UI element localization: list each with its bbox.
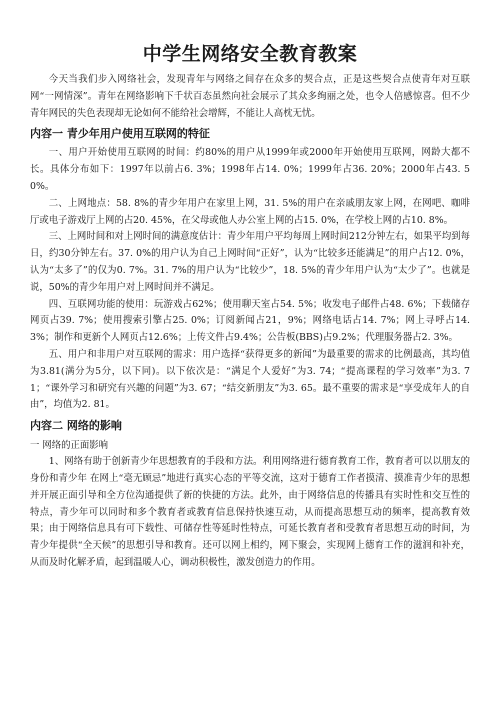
section1-paragraph-5: 五、用户和非用户对互联网的需求：用户选择“获得更多的新闻”为最重要的需求的比例最高，其均值为3.81(满分为5分，以下同)。以下依次是：“满足个人爱好”为3. 74；“提高课程的学习效率”为3. 71；“课外学习和研究有兴趣的问题”为3. 67；“结交新朋友”为3. 65。最不重要的需求是“享受成年人的自由”，均值为2. 81。	[30, 348, 470, 411]
document-title: 中学生网络安全教育教案	[142, 43, 358, 65]
subsection-heading: 一 网络的正面影响	[30, 440, 108, 452]
section-heading-2: 内容二 网络的影响	[30, 419, 122, 433]
section2-paragraph-1: 1、网络有助于创新青少年思想教育的手段和方法。利用网络进行德育教育工作，教育者可以以朋友的身份和青少年 在网上“毫无顾忌”地进行真实心态的平等交流，这对于德育工作者摸清、摸准青少年的思想并开展正面引导和全方位沟通提供了新的快捷的方法。此外，由于网络信息的传播具有实时性和交互性的特点，青少年可以同时和多个教育者或教育信息保持快速互动，从而提高思想互动的频率，提高教育效果；由于网络信息具有可下载性、可储存性等延时性特点，可延长教育者和受教育者思想互动的时间，为青少年提供“全天候”的思想引导和教育。还可以网上相约，网下聚会，实现网上德育工作的滋润和补充，从而及时化解矛盾，起到温暖人心，调动积极性，激发创造力的作用。	[30, 456, 470, 568]
section1-paragraph-3: 三、上网时间和对上网时间的满意度估计：青少年用户平均每周上网时间212分钟左右，如果平均到每日，约30分钟左右。37. 0%的用户认为自己上网时间“正好”，认为“比较多还能满足”的用户占12. 0%，认为“太多了”的仅为0. 7%。31. 7%的用户认为“比较少”，18. 5%的青少年用户认为“太少了”。也就是说，50%的青少年用户对上网时间并不满足。	[30, 231, 470, 293]
section1-paragraph-1: 一、用户开始使用互联网的时间：约80%的用户从1999年或2000年开始使用互联网，网龄大都不长。具体分布如下：1997年以前占6. 3%；1998年占14. 0%；1999年占36. 20%；2000年占43. 50%。	[30, 147, 470, 192]
document-page	[30, 42, 470, 572]
intro-paragraph: 今天当我们步入网络社会，发现青年与网络之间存在众多的契合点，正是这些契合点使青年对互联网“一网情深”。青年在网络影响下千状百态虽然向社会展示了其众多绚丽之处，也令人倍感惊喜。但不少青年网民的失色表现却无论如何不能给社会增辉，不能让人高枕无忧。	[30, 74, 470, 119]
section1-paragraph-4: 四、互联网功能的使用：玩游戏占62%；使用聊天室占54. 5%；收发电子邮件占48. 6%；下载储存网页占39. 7%；使用搜索引擎占25. 0%；订阅新闻占21，9%；网络电话占14. 7%；网上寻呼占14.3%；制作和更新个人网页占12.6%；上传文件占9.4%；公告板(BBS)占9.2%；代理服务器占2. 3%。	[30, 298, 470, 344]
section1-paragraph-2: 二、上网地点：58. 8%的青少年用户在家里上网，31. 5%的用户在亲戚朋友家上网，在网吧、咖啡厅或电子游戏厅上网的占20. 45%，在父母或他人办公室上网的占15. 0%，在学校上网的占10. 8%。	[30, 197, 470, 226]
section-heading-1: 内容一 青少年用户使用互联网的特征	[30, 127, 210, 141]
